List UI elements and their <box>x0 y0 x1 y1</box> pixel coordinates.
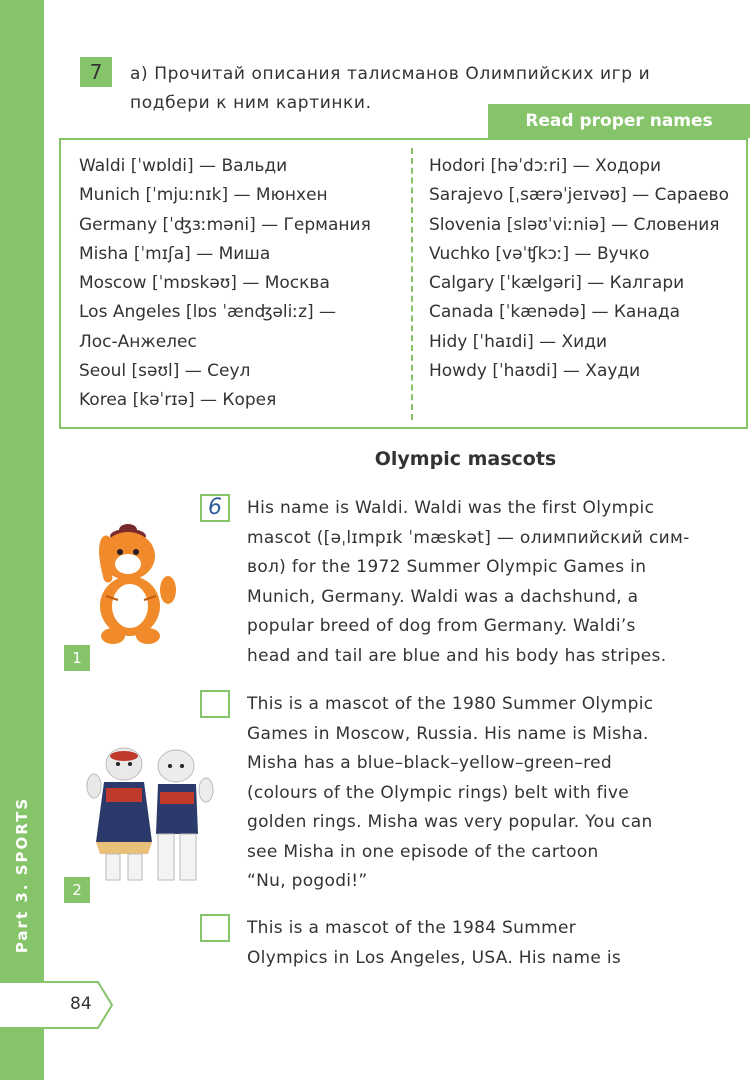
description-line: This is a mascot of the 1984 Summer <box>247 918 576 938</box>
tiger-mascot-icon <box>78 508 188 648</box>
description-line: Olympics in Los Angeles, USA. His name is <box>247 947 622 968</box>
name-entry: Korea [kəˈrɪə] — Корея <box>79 390 277 411</box>
description-line: Misha has a blue–black–yellow–green–red <box>247 753 612 773</box>
answer-value <box>202 692 228 716</box>
picture-number: 2 <box>64 877 90 903</box>
section-title: Olympic mascots <box>374 448 557 470</box>
name-entry: Лос-Анжелес <box>79 331 197 352</box>
mascot-description <box>247 494 727 671</box>
name-entry: Waldi [ˈwɒldi] — Вальди <box>79 156 288 176</box>
description-line: His name is Waldi. Waldi was the first Olympic <box>247 498 655 518</box>
name-entry: Moscow [ˈmɒskəʊ] — Москва <box>79 273 330 294</box>
description-line: вол) for the 1972 Summer Olympic Games in <box>247 557 647 577</box>
proper-names-box <box>59 138 748 429</box>
description-line: mascot ([əˌlɪmpɪk ˈmæskət] — олимпийский сим- <box>247 527 690 548</box>
name-entry: Hidy [ˈhaɪdi] — Хиди <box>429 331 608 352</box>
description-line: Munich, Germany. Waldi was a dachshund, a <box>247 586 639 607</box>
page-number-tab <box>0 980 120 1030</box>
description-line: “Nu, pogodi!” <box>247 871 368 891</box>
description-line: This is a mascot of the 1980 Summer Olympic <box>247 694 654 714</box>
name-entry: Los Angeles [lɒs ˈænʤəliːz] — <box>79 302 337 323</box>
mascot-description <box>247 914 727 973</box>
name-entry: Slovenia [sləʊˈviːniə] — Словения <box>429 214 720 235</box>
description-line: see Misha in one episode of the cartoon <box>247 841 599 862</box>
name-entry: Germany [ˈʤɜːməni] — Германия <box>79 214 371 235</box>
name-entry: Misha [ˈmɪʃa] — Миша <box>79 243 271 264</box>
names-left-column <box>79 152 404 416</box>
two-seal-mascots-icon <box>82 742 217 887</box>
name-entry: Canada [ˈkænədə] — Канада <box>429 302 681 323</box>
dashed-divider <box>411 148 413 420</box>
mascot-description <box>247 690 727 897</box>
name-entry: Munich [ˈmjuːnɪk] — Мюнхен <box>79 185 328 206</box>
section-side-label: Part 3. SPORTS <box>13 796 31 954</box>
name-entry: Seoul [səʊl] — Сеул <box>79 361 251 382</box>
description-line: head and tail are blue and his body has stripes. <box>247 645 667 666</box>
answer-box[interactable] <box>200 914 230 942</box>
answer-box[interactable] <box>200 690 230 718</box>
name-entry: Vuchko [vəˈʧkɔː] — Вучко <box>429 243 650 264</box>
read-proper-names-tab: Read proper names <box>488 104 750 138</box>
name-entry: Howdy [ˈhaʊdi] — Хауди <box>429 361 641 382</box>
answer-value: 6 <box>208 495 222 520</box>
name-entry: Hodori [həˈdɔːri] — Ходори <box>429 156 662 176</box>
names-right-column <box>429 152 749 386</box>
exercise-number: 7 <box>80 57 112 87</box>
instruction-line: а) Прочитай описания талисманов Олимпийских игр и <box>130 64 651 84</box>
description-line: golden rings. Misha was very popular. You can <box>247 812 653 832</box>
instruction-line: подбери к ним картинки. <box>130 93 372 113</box>
answer-box[interactable] <box>200 494 230 522</box>
picture-number: 1 <box>64 645 90 671</box>
page-number: 84 <box>70 994 92 1014</box>
name-entry: Sarajevo [ˌsærəˈjeɪvəʊ] — Сараево <box>429 185 729 206</box>
description-line: (colours of the Olympic rings) belt with five <box>247 782 630 803</box>
description-line: popular breed of dog from Germany. Waldi’s <box>247 616 636 636</box>
name-entry: Calgary [ˈkælgəri] — Калгари <box>429 273 685 294</box>
answer-value <box>202 916 228 940</box>
description-line: Games in Moscow, Russia. His name is Misha. <box>247 723 649 744</box>
